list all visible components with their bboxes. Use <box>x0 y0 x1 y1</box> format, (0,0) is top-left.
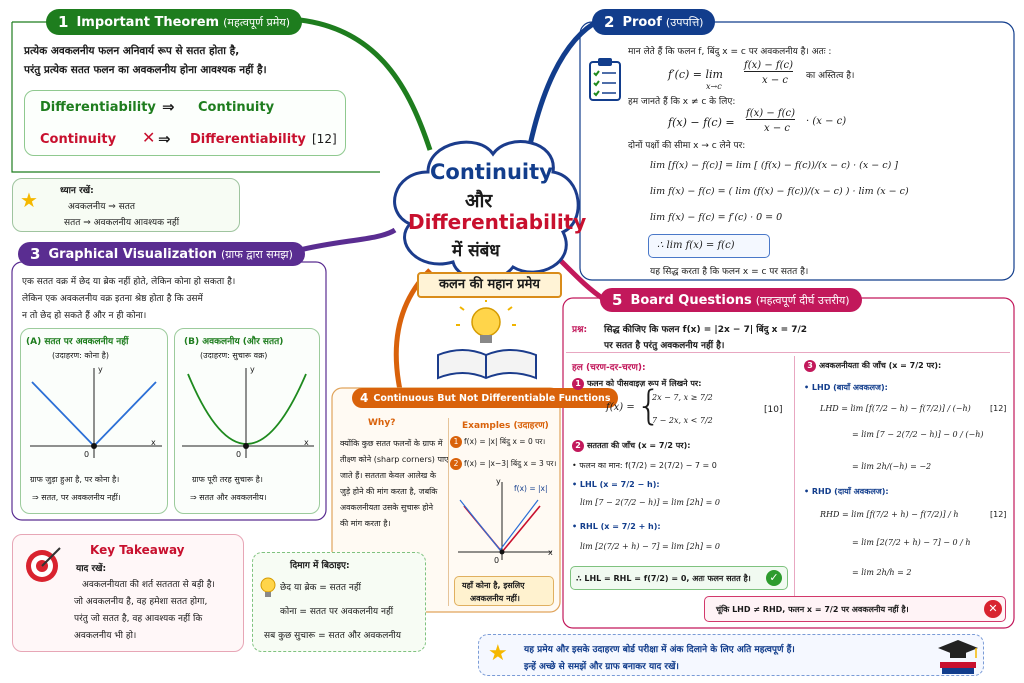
board-question-2: पर सतत है परंतु अवकलनीय नहीं है। <box>604 341 725 351</box>
board-continuity-result: ∴ LHL = RHL = f(7/2) = 0, अतः फलन सतत है। <box>576 574 751 583</box>
graph-b-caption-2: ⇒ सतत और अवकलनीय। <box>190 493 267 502</box>
board-rhd-1: RHD = lim [f(7/2 + h) − f(7/2)] / h <box>820 510 959 519</box>
theorem-row2-tag: [12] <box>312 132 337 146</box>
graph-a-x-label: x <box>151 438 156 447</box>
takeaway-title: Key Takeaway <box>90 543 185 557</box>
board-lhd-title: • LHD (बायाँ अवकलज): <box>804 383 888 392</box>
cross-circle-icon: ✕ <box>984 600 1002 618</box>
theorem-title-hi: (महत्वपूर्ण प्रमेय) <box>223 15 291 29</box>
board-rhd-title: • RHD (दायाँ अवकलज): <box>804 487 889 496</box>
proof-number: 2 <box>604 13 615 31</box>
brace-icon: { <box>636 383 662 429</box>
graph-b-plot <box>178 364 318 460</box>
center-title-2: और <box>465 190 493 212</box>
board-header <box>600 288 862 312</box>
cross-icon: ✕ <box>142 128 156 147</box>
board-piecewise-case-2: 7 − 2x, x < 7/2 <box>652 416 713 425</box>
cnd-why-line: की मांग करता है। <box>340 519 391 528</box>
board-solution-title: हल (चरण-दर-चरण): <box>572 363 646 373</box>
proof-identity-lhs: f(x) − f(c) = <box>668 116 735 129</box>
theorem-title: Important Theorem <box>76 14 220 30</box>
cnd-graph-label: f(x) = |x| <box>514 484 548 493</box>
graph-b-origin: 0 <box>236 450 242 459</box>
target-icon <box>24 544 64 584</box>
theorem-header <box>46 9 302 35</box>
theorem-row2-right: Differentiability <box>190 132 306 147</box>
board-lhd-tag: [12] <box>990 404 1007 413</box>
proof-identity-tail: · (x − c) <box>806 116 847 127</box>
board-title-hi: (महत्वपूर्ण दीर्घ उत्तरीय) <box>755 293 850 307</box>
board-rhd-tag: [12] <box>990 510 1007 519</box>
board-step-3-text: अवकलनीयता की जाँच (x = 7/2 पर): <box>819 361 942 370</box>
clipboard-icon <box>588 56 622 102</box>
board-step-3-title: 3 अवकलनीयता की जाँच (x = 7/2 पर): <box>804 360 941 372</box>
proof-title-hi: (उपपत्ति) <box>665 15 704 29</box>
star-icon: ★ <box>20 188 38 212</box>
cnd-caption-2: अवकलनीय नहीं। <box>470 594 520 603</box>
theorem-row1-right: Continuity <box>198 100 275 115</box>
proof-conclusion: यह सिद्ध करता है कि फलन x = c पर सतत है। <box>650 267 809 277</box>
cnd-why-line: जुड़े होने की मांग करता है, जबकि <box>340 487 438 496</box>
check-icon: ✓ <box>766 570 782 586</box>
implies-arrow-1: ⇒ <box>162 98 175 116</box>
board-step-1-title: 1 फलन को पीसवाइज़ रूप में लिखने पर: <box>572 378 701 390</box>
cnd-examples-title: Examples (उदाहरण) <box>462 421 549 431</box>
proof-line-5: दोनों पक्षों की सीमा x → c लेने पर: <box>628 141 746 151</box>
cnd-why-line: तीक्ष्ण कोने (sharp corners) पाए <box>340 455 449 464</box>
board-divider-h <box>566 352 1010 353</box>
cnd-example-2-text: f(x) = |x−3| बिंदु x = 3 पर। <box>464 459 557 468</box>
board-rhd-2: = lim [2(7/2 + h) − 7] − 0 / h <box>852 538 971 547</box>
center-title-1: Continuity <box>430 160 553 184</box>
board-lhd-2: = lim [7 − 2(7/2 − h)] − 0 / (−h) <box>852 430 984 439</box>
graph-b-title: (B) अवकलनीय (और सतत) <box>184 337 284 347</box>
proof-derivative-tail: का अस्तित्व है। <box>806 71 855 81</box>
mind-line-2: कोना = सतत पर अवकलनीय नहीं <box>280 607 394 617</box>
cnd-why-line: क्योंकि कुछ सतत फलनों के ग्राफ में <box>340 439 443 448</box>
board-divider-v <box>794 356 795 596</box>
graphical-line-3: न तो छेद हो सकते हैं और न ही कोना। <box>22 311 147 321</box>
graphical-header <box>18 242 305 266</box>
proof-derivative-num: f(x) − f(c) <box>744 60 793 71</box>
takeaway-line: जो अवकलनीय है, वह हमेशा सतत होगा, <box>74 597 208 607</box>
remember-line-1: अवकलनीय ⇒ सतत <box>68 202 136 212</box>
mind-line-1: छेद या ब्रेक = सतत नहीं <box>280 583 361 593</box>
board-question-1: सिद्ध कीजिए कि फलन f(x) = |2x − 7| बिंदु x = 7/2 <box>604 325 808 335</box>
graph-a-title: (A) सतत पर अवकलनीय नहीं <box>26 337 129 347</box>
proof-step-3: lim f(x) − f(c) = f′(c) · 0 = 0 <box>650 212 783 223</box>
cnd-why-title: Why? <box>368 418 396 428</box>
board-piecewise-case-1: 2x − 7, x ≥ 7/2 <box>652 393 713 402</box>
board-lhl-title: • LHL (x = 7/2 − h): <box>572 480 660 489</box>
board-piecewise-lhs: f(x) = <box>606 402 635 413</box>
remember-line-2: सतत ⇒ अवकलनीय आवश्यक नहीं <box>64 218 180 228</box>
proof-title: Proof <box>622 14 662 30</box>
proof-derivative-den: x − c <box>762 75 788 86</box>
board-lhd-1: LHD = lim [f(7/2 − h) − f(7/2)] / (−h) <box>820 404 971 413</box>
cnd-example-1: 1 f(x) = |x| बिंदु x = 0 पर। <box>450 436 545 448</box>
cnd-divider <box>448 418 449 606</box>
cnd-header <box>352 388 618 408</box>
theorem-number: 1 <box>58 13 69 31</box>
proof-identity-num: f(x) − f(c) <box>746 108 795 119</box>
cnd-graph-y: y <box>496 477 501 486</box>
graphical-number: 3 <box>30 245 41 263</box>
book-bulb-icon <box>428 300 548 385</box>
proof-header <box>592 9 715 35</box>
theorem-row2-left: Continuity <box>40 132 117 147</box>
board-question-label: प्रश्न: <box>572 325 588 335</box>
board-number: 5 <box>612 291 623 309</box>
takeaway-line: परंतु जो सतत है, वह आवश्यक नहीं कि <box>74 614 203 624</box>
graph-a-plot <box>26 364 166 460</box>
cnd-graph-x: x <box>548 548 553 557</box>
center-title-4: में संबंध <box>452 241 500 261</box>
proof-identity-den: x − c <box>764 123 790 134</box>
proof-line-3: हम जानते हैं कि x ≠ c के लिए: <box>628 97 736 107</box>
board-step-2-text: सततता की जाँच (x = 7/2 पर): <box>587 441 691 450</box>
footer-star-icon: ★ <box>488 641 508 666</box>
cnd-graph-origin: 0 <box>494 556 500 565</box>
takeaway-line: अवकलनीयता की शर्त सततता से बड़ी है। <box>82 580 215 590</box>
takeaway-sub: याद रखें: <box>76 564 107 574</box>
takeaway-line: अवकलनीय भी हो। <box>74 631 137 641</box>
graphical-line-2: लेकिन एक अवकलनीय वक्र इतना श्रेष्ठ होता है कि उसमें <box>22 294 203 304</box>
footer-line-1: यह प्रमेय और इसके उदाहरण बोर्ड परीक्षा में अंक दिलाने के लिए अति महत्वपूर्ण हैं। <box>524 645 795 655</box>
graphical-line-1: एक सतत वक्र में छेद या ब्रेक नहीं होते, लेकिन कोना हो सकता है। <box>22 277 236 287</box>
cnd-why-line: जाते हैं। सततता केवल आलेख के <box>340 471 437 480</box>
proof-step-2: lim f(x) − f(c) = ( lim (f(x) − f(c))/(x − c) ) · lim (x − c) <box>650 186 909 197</box>
cnd-why-line: अवकलनीयता उसके सुचारू होने <box>340 503 434 512</box>
cnd-caption-1: यहाँ कोना है, इसलिए <box>462 581 525 590</box>
board-lhd-3: = lim 2h/(−h) = −2 <box>852 462 932 471</box>
proof-derivative-sub: x→c <box>706 82 722 91</box>
proof-result-box: ∴ lim f(x) = f(c) <box>648 234 770 258</box>
center-ribbon: कलन की महान प्रमेय <box>417 272 562 298</box>
graph-a-origin: 0 <box>84 450 90 459</box>
cnd-example-1-text: f(x) = |x| बिंदु x = 0 पर। <box>464 437 546 446</box>
board-lhl-eq: lim [7 − 2(7/2 − h)] = lim [2h] = 0 <box>580 498 720 507</box>
theorem-line-1: प्रत्येक अवकलनीय फलन अनिवार्य रूप से सतत होता है, <box>24 45 240 57</box>
board-step-1-tag: [10] <box>764 405 783 415</box>
theorem-line-2: परंतु प्रत्येक सतत फलन का अवकलनीय होना आवश्यक नहीं है। <box>24 64 267 76</box>
bulb-icon <box>258 576 278 600</box>
graphical-title: Graphical Visualization <box>48 246 217 262</box>
graph-a-y-label: y <box>98 365 103 374</box>
proof-line-1: मान लेते हैं कि फलन f, बिंदु x = c पर अवकलनीय है। अतः : <box>628 47 832 57</box>
proof-step-1: lim [f(x) − f(c)] = lim [ (f(x) − f(c))/(x − c) · (x − c) ] <box>650 160 898 171</box>
cnd-number: 4 <box>360 391 369 405</box>
cnd-example-2: 2 f(x) = |x−3| बिंदु x = 3 पर। <box>450 458 556 470</box>
graph-a-caption-2: ⇒ सतत, पर अवकलनीय नहीं। <box>32 493 121 502</box>
implies-arrow-2: ⇒ <box>158 130 171 148</box>
theorem-row1-left: Differentiability <box>40 100 156 115</box>
center-title-3: Differentiability <box>408 210 587 234</box>
graph-a-caption-1: ग्राफ जुड़ा हुआ है, पर कोना है। <box>30 475 120 484</box>
board-title: Board Questions <box>630 292 752 308</box>
mind-title: दिमाग में बिठाइए: <box>290 561 350 571</box>
graduation-cap-icon <box>936 636 980 676</box>
cnd-why-text <box>340 436 449 532</box>
remember-title: ध्यान रखें: <box>60 186 94 196</box>
board-rhd-3: = lim 2h/h = 2 <box>852 568 912 577</box>
graphical-title-hi: (ग्राफ द्वारा समझ) <box>220 247 293 261</box>
board-rhl-title: • RHL (x = 7/2 + h): <box>572 522 661 531</box>
board-final: चूंकि LHD ≠ RHD, फलन x = 7/2 पर अवकलनीय नहीं है। <box>716 605 909 614</box>
graph-b-x-label: x <box>304 438 309 447</box>
proof-derivative-lhs: f′(c) = lim <box>668 68 723 81</box>
graph-b-sub: (उदाहरण: सुचारू वक्र) <box>200 351 268 360</box>
graph-b-y-label: y <box>250 365 255 374</box>
graph-a-sub: (उदाहरण: कोना है) <box>52 351 110 360</box>
cnd-title: Continuous But Not Differentiable Functions <box>373 392 611 404</box>
board-rhl-eq: lim [2(7/2 + h) − 7] = lim [2h] = 0 <box>580 542 720 551</box>
footer-line-2: इन्हें अच्छे से समझें और ग्राफ बनाकर याद रखें। <box>524 662 679 672</box>
board-step-2-value: • फलन का मान: f(7/2) = 2(7/2) − 7 = 0 <box>572 461 717 470</box>
board-step-1-text: फलन को पीसवाइज़ रूप में लिखने पर: <box>587 379 702 388</box>
board-step-2-title: 2 सततता की जाँच (x = 7/2 पर): <box>572 440 690 452</box>
graph-b-caption-1: ग्राफ पूरी तरह सुचारू है। <box>192 475 263 484</box>
mind-line-3: सब कुछ सुचारू = सतत और अवकलनीय <box>264 631 401 641</box>
